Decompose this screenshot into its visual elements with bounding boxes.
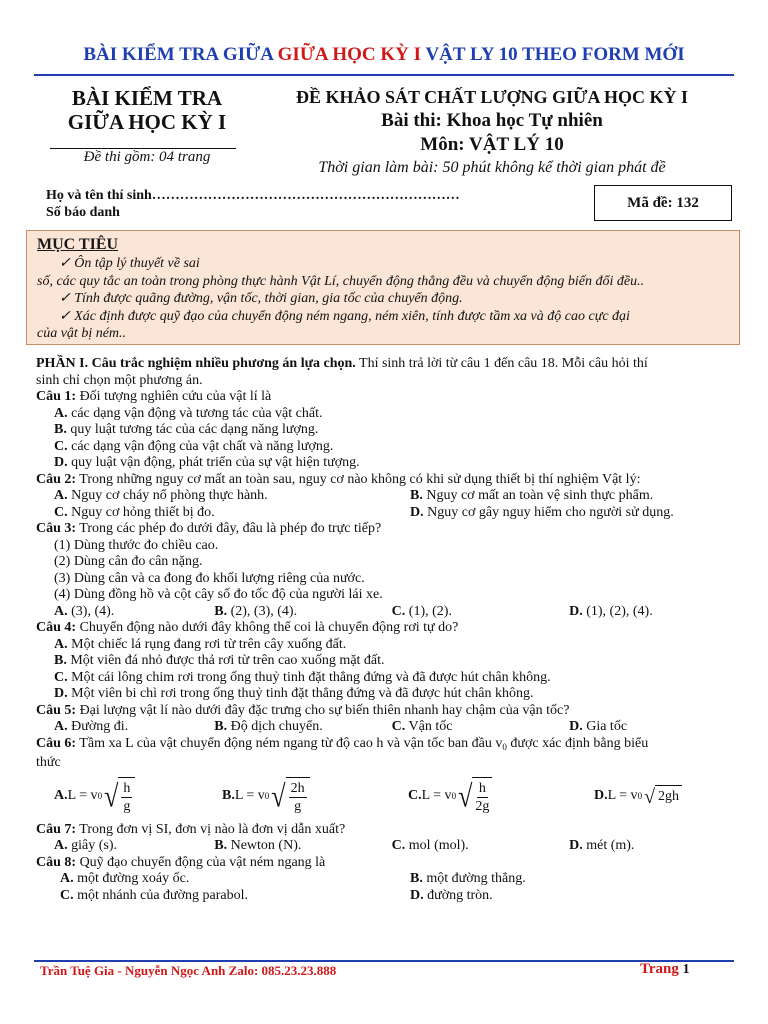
option-letter: B. bbox=[214, 838, 228, 853]
option-text: Newton (N). bbox=[227, 838, 302, 853]
question-text-cont: thức bbox=[36, 755, 61, 770]
denominator: g bbox=[123, 798, 131, 814]
option-text: các dạng vận động và tương tác của vật chất. bbox=[67, 405, 323, 421]
fraction bbox=[289, 780, 307, 815]
answer-row bbox=[36, 505, 736, 522]
answer-option bbox=[36, 653, 736, 670]
exam-title: ĐỀ KHẢO SÁT CHẤT LƯỢNG GIỮA HỌC KỲ I bbox=[295, 87, 689, 107]
option-text: Một viên bi chì rơi trong ống thuỷ tinh đặt thẳng đứng và đã được hút chân không. bbox=[67, 686, 534, 701]
exam-header bbox=[262, 86, 722, 179]
option-letter: A. bbox=[54, 488, 68, 503]
statement: (1) Dùng thước đo chiều cao. bbox=[54, 537, 219, 553]
answer-option bbox=[392, 719, 569, 736]
question-1 bbox=[36, 389, 736, 406]
objectives-box bbox=[26, 230, 740, 345]
answer-option bbox=[410, 488, 736, 505]
question-label: Câu 2: bbox=[36, 471, 77, 487]
option-letter: A. bbox=[54, 636, 68, 652]
question-label: Câu 8: bbox=[36, 854, 77, 870]
answer-option bbox=[392, 838, 569, 855]
part1-intro bbox=[36, 356, 736, 373]
option-text: Gia tốc bbox=[582, 719, 628, 734]
question-label: Câu 4: bbox=[36, 620, 77, 635]
option-text: (2), (3), (4). bbox=[227, 603, 298, 619]
answer-option bbox=[36, 871, 410, 888]
formula-option-b bbox=[222, 777, 408, 817]
answer-option bbox=[36, 604, 214, 621]
answer-option bbox=[36, 888, 410, 905]
answer-option bbox=[36, 637, 736, 654]
footer-authors: Trần Tuệ Gia - Nguyễn Ngọc Anh Zalo: 085.23.23.888 bbox=[40, 963, 337, 978]
option-text: quy luật tương tác của các dạng năng lượng. bbox=[66, 422, 319, 437]
option-letter: B. bbox=[214, 719, 228, 734]
option-text: Nguy cơ mất an toàn vệ sinh thực phẩm. bbox=[422, 488, 654, 503]
option-letter: C. bbox=[54, 669, 68, 685]
sqrt-symbol: √ $\frac{2h}{g}$ bbox=[271, 777, 309, 817]
option-text: giây (s). bbox=[67, 838, 118, 853]
formula-lhs: L = v bbox=[421, 788, 452, 804]
exam-duration: Thời gian làm bài: 50 phút không kể thời gian phát đề bbox=[318, 159, 666, 176]
option-text: Một cái lông chim rơi trong ống thuỷ tinh đặt thẳng đứng và đã được hút chân không. bbox=[67, 669, 551, 685]
statement: (3) Dùng cân và ca đong đo khối lượng riêng của nước. bbox=[54, 570, 365, 586]
option-text: Độ dịch chuyển. bbox=[227, 719, 323, 734]
formula-lhs: L = v bbox=[67, 788, 98, 804]
option-letter: A. bbox=[54, 719, 68, 734]
page-count: Đề thi gồm: 04 trang bbox=[83, 149, 211, 165]
option-text: Một viên đá nhỏ được thả rơi từ trên cao xuống mặt đất. bbox=[66, 653, 385, 668]
option-letter: A. bbox=[54, 405, 68, 421]
objective-line: ✓ Tính được quãng đường, vận tốc, thời gian, gia tốc của chuyển động. bbox=[59, 291, 463, 306]
answer-row bbox=[36, 604, 736, 621]
question-label: Câu 1: bbox=[36, 389, 77, 404]
objective-line: ✓ Ôn tập lý thuyết về sai bbox=[59, 256, 200, 271]
answer-option bbox=[36, 719, 214, 736]
answer-option bbox=[569, 604, 736, 621]
option-text: mol (mol). bbox=[405, 838, 469, 853]
question-4 bbox=[36, 620, 736, 637]
radicand: 2gh bbox=[655, 785, 682, 809]
option-letter: D. bbox=[569, 603, 583, 619]
formula-option-a bbox=[36, 777, 222, 817]
option-text: mét (m). bbox=[582, 838, 635, 853]
banner-part1: BÀI KIỂM TRA GIỮA bbox=[83, 44, 278, 65]
answer-option bbox=[214, 838, 391, 855]
formula-lhs: L = v bbox=[607, 788, 638, 804]
question-label: Câu 5: bbox=[36, 702, 77, 718]
answer-option bbox=[569, 838, 736, 855]
answer-option bbox=[569, 719, 736, 736]
question-text: Quỹ đạo chuyển động của vật ném ngang là bbox=[76, 854, 326, 870]
answer-row bbox=[36, 871, 736, 888]
subscript-zero: 0 bbox=[502, 741, 507, 752]
answer-option bbox=[36, 455, 736, 472]
option-letter: D. bbox=[54, 686, 68, 701]
question-text: Đối tượng nghiên cứu của vật lí là bbox=[76, 389, 272, 404]
page-label: Trang bbox=[640, 961, 683, 977]
option-text: Nguy cơ hỏng thiết bị đo. bbox=[67, 504, 215, 520]
answer-option bbox=[36, 422, 736, 439]
subscript-zero: 0 bbox=[97, 791, 103, 802]
banner-part2: GIỮA HỌC KỲ I bbox=[277, 44, 422, 65]
statement: (4) Dùng đồng hồ và cột cây số đo tốc độ của người lái xe. bbox=[54, 587, 383, 602]
answer-option bbox=[36, 406, 736, 423]
student-info bbox=[46, 187, 460, 221]
question-6 bbox=[36, 736, 736, 756]
formula-options bbox=[36, 772, 736, 822]
option-letter: C. bbox=[54, 504, 68, 520]
subscript-zero: 0 bbox=[637, 791, 643, 802]
subscript-zero: 0 bbox=[264, 791, 270, 802]
banner-divider bbox=[34, 74, 734, 76]
answer-option bbox=[214, 719, 391, 736]
answer-option bbox=[214, 604, 391, 621]
answer-option bbox=[392, 604, 569, 621]
answer-option bbox=[36, 505, 410, 522]
answer-row bbox=[36, 888, 736, 905]
option-text: một đường xoáy ốc. bbox=[73, 871, 190, 886]
question-label: Câu 6: bbox=[36, 735, 77, 751]
answer-row bbox=[36, 488, 736, 505]
sqrt-symbol: √ $\frac{h}{g}$ bbox=[104, 777, 135, 817]
answer-row bbox=[36, 719, 736, 736]
formula-option-d bbox=[594, 785, 736, 809]
question-text: Trong các phép đo dưới đây, đâu là phép đo trực tiếp? bbox=[76, 521, 382, 536]
subscript-zero: 0 bbox=[451, 791, 457, 802]
option-letter: B. bbox=[410, 871, 423, 886]
page-number-value: 1 bbox=[682, 962, 690, 977]
option-letter: B. bbox=[410, 488, 423, 503]
option-letter: A. bbox=[54, 838, 68, 853]
fraction bbox=[121, 780, 132, 815]
option-letter: C. bbox=[391, 838, 406, 853]
answer-option bbox=[410, 505, 736, 522]
option-text: đường tròn. bbox=[423, 887, 493, 903]
question-text: Trong những nguy cơ mất an toàn sau, nguy cơ nào không có khi sử dụng thiết bị thí nghiệm Vật lý: bbox=[76, 471, 641, 487]
option-text: (3), (4). bbox=[67, 603, 115, 619]
option-text: Nguy cơ gây nguy hiểm cho người sử dụng. bbox=[423, 504, 674, 520]
option-letter: D. bbox=[54, 455, 68, 470]
student-id-field: Số báo danh bbox=[46, 205, 120, 220]
question-text-cont: được xác định bằng biểu bbox=[506, 735, 649, 751]
statement: (2) Dùng cân đo cân nặng. bbox=[54, 554, 203, 569]
option-letter: D. bbox=[569, 719, 583, 734]
objective-line: số, các quy tắc an toàn trong phòng thực hành Vật Lí, chuyển động thẳng đều và chuyển động biến đổi đều.. bbox=[37, 273, 645, 289]
denominator: 2g bbox=[475, 798, 490, 814]
student-name-field: Họ và tên thí sinh………………………………………………………… bbox=[46, 188, 460, 203]
option-text: quy luật vận động, phát triển của sự vật hiện tượng. bbox=[67, 455, 360, 470]
answer-option bbox=[410, 871, 736, 888]
answer-option bbox=[36, 439, 736, 456]
denominator: g bbox=[294, 798, 302, 814]
exam-subject-area: Bài thi: Khoa học Tự nhiên bbox=[381, 110, 603, 131]
option-letter: A. bbox=[60, 871, 74, 886]
option-letter: D. bbox=[569, 838, 583, 853]
option-text: Nguy cơ cháy nổ phòng thực hành. bbox=[67, 488, 268, 503]
answer-row bbox=[36, 838, 736, 855]
exam-short-title bbox=[42, 86, 252, 134]
question-text: Đại lượng vật lí nào dưới đây đặc trưng cho sự biến thiên nhanh hay chậm của vận tốc? bbox=[76, 702, 570, 718]
answer-option bbox=[410, 888, 736, 905]
sqrt-symbol: √ $\frac{h}{2g}$ bbox=[458, 777, 492, 817]
option-letter: A. bbox=[54, 603, 68, 619]
document-banner bbox=[0, 44, 768, 66]
option-letter: B. bbox=[222, 788, 235, 804]
part1-instructions-cont: sinh chỉ chọn một phương án. bbox=[36, 372, 203, 388]
question-2 bbox=[36, 472, 736, 489]
fraction bbox=[475, 780, 489, 815]
question-text: Tầm xa L của vật chuyển động ném ngang từ độ cao h và vận tốc ban đầu v bbox=[76, 735, 503, 751]
objective-line: ✓ Xác định được quỹ đạo của chuyển động ném ngang, ném xiên, tính được tầm xa và độ cao cực đại bbox=[59, 308, 630, 324]
option-letter: B. bbox=[214, 603, 228, 619]
question-text: Trong đơn vị SI, đơn vị nào là đơn vị dẫn xuất? bbox=[76, 821, 346, 837]
exam-code-box: Mã đề: 132 bbox=[594, 185, 732, 221]
formula-option-c bbox=[408, 777, 594, 817]
option-letter: C. bbox=[60, 887, 74, 903]
answer-option bbox=[36, 488, 410, 505]
objective-line: của vật bị ném.. bbox=[37, 326, 127, 341]
option-letter: B. bbox=[54, 422, 67, 437]
part1-heading: PHẦN I. Câu trắc nghiệm nhiều phương án lựa chọn. bbox=[36, 356, 356, 371]
option-text: (1), (2). bbox=[405, 603, 452, 619]
option-letter: C. bbox=[391, 603, 406, 619]
option-letter: A. bbox=[54, 788, 68, 804]
option-letter: C. bbox=[391, 719, 406, 734]
numerator: h bbox=[478, 780, 486, 796]
option-text: (1), (2), (4). bbox=[582, 603, 653, 619]
option-letter: D. bbox=[410, 504, 424, 520]
exam-short-title-line2: GIỮA HỌC KỲ I bbox=[67, 110, 227, 134]
option-text: một nhánh của đường parabol. bbox=[73, 887, 249, 903]
objectives-title: MỤC TIÊU bbox=[37, 236, 119, 253]
option-text: Đường đi. bbox=[67, 719, 129, 734]
exam-short-title-line1: BÀI KIỂM TRA bbox=[71, 86, 223, 110]
option-text: Một chiếc lá rụng đang rơi từ trên cây xuống đất. bbox=[67, 636, 347, 652]
question-5 bbox=[36, 703, 736, 720]
option-letter: C. bbox=[408, 788, 422, 804]
question-7 bbox=[36, 822, 736, 839]
answer-option bbox=[36, 670, 736, 687]
option-text: các dạng vận động của vật chất và năng lượng. bbox=[67, 438, 334, 454]
question-8 bbox=[36, 855, 736, 872]
numerator: h bbox=[123, 780, 131, 796]
option-text: một đường thẳng. bbox=[422, 871, 526, 886]
question-label: Câu 7: bbox=[36, 821, 77, 837]
question-text: Chuyển động nào dưới đây không thể coi là chuyển động rơi tự do? bbox=[76, 620, 459, 635]
page-number bbox=[640, 961, 690, 978]
part1-instructions: Thí sinh trả lời từ câu 1 đến câu 18. Mỗi câu hỏi thí bbox=[355, 356, 648, 371]
option-letter: C. bbox=[54, 438, 68, 454]
formula-lhs: L = v bbox=[234, 788, 265, 804]
answer-option bbox=[36, 838, 214, 855]
banner-part3: VẬT LY 10 THEO FORM MỚI bbox=[421, 44, 685, 65]
answer-option bbox=[36, 686, 736, 703]
option-letter: D. bbox=[594, 788, 608, 804]
option-letter: D. bbox=[410, 887, 424, 903]
question-3 bbox=[36, 521, 736, 538]
numerator: 2h bbox=[290, 780, 305, 796]
exam-subject: Môn: VẬT LÝ 10 bbox=[420, 134, 564, 155]
sqrt-symbol: √ 2gh bbox=[644, 785, 682, 809]
footer-divider bbox=[34, 960, 734, 962]
option-letter: B. bbox=[54, 653, 67, 668]
option-text: Vận tốc bbox=[405, 719, 453, 734]
question-label: Câu 3: bbox=[36, 521, 77, 536]
exam-body bbox=[36, 356, 736, 904]
